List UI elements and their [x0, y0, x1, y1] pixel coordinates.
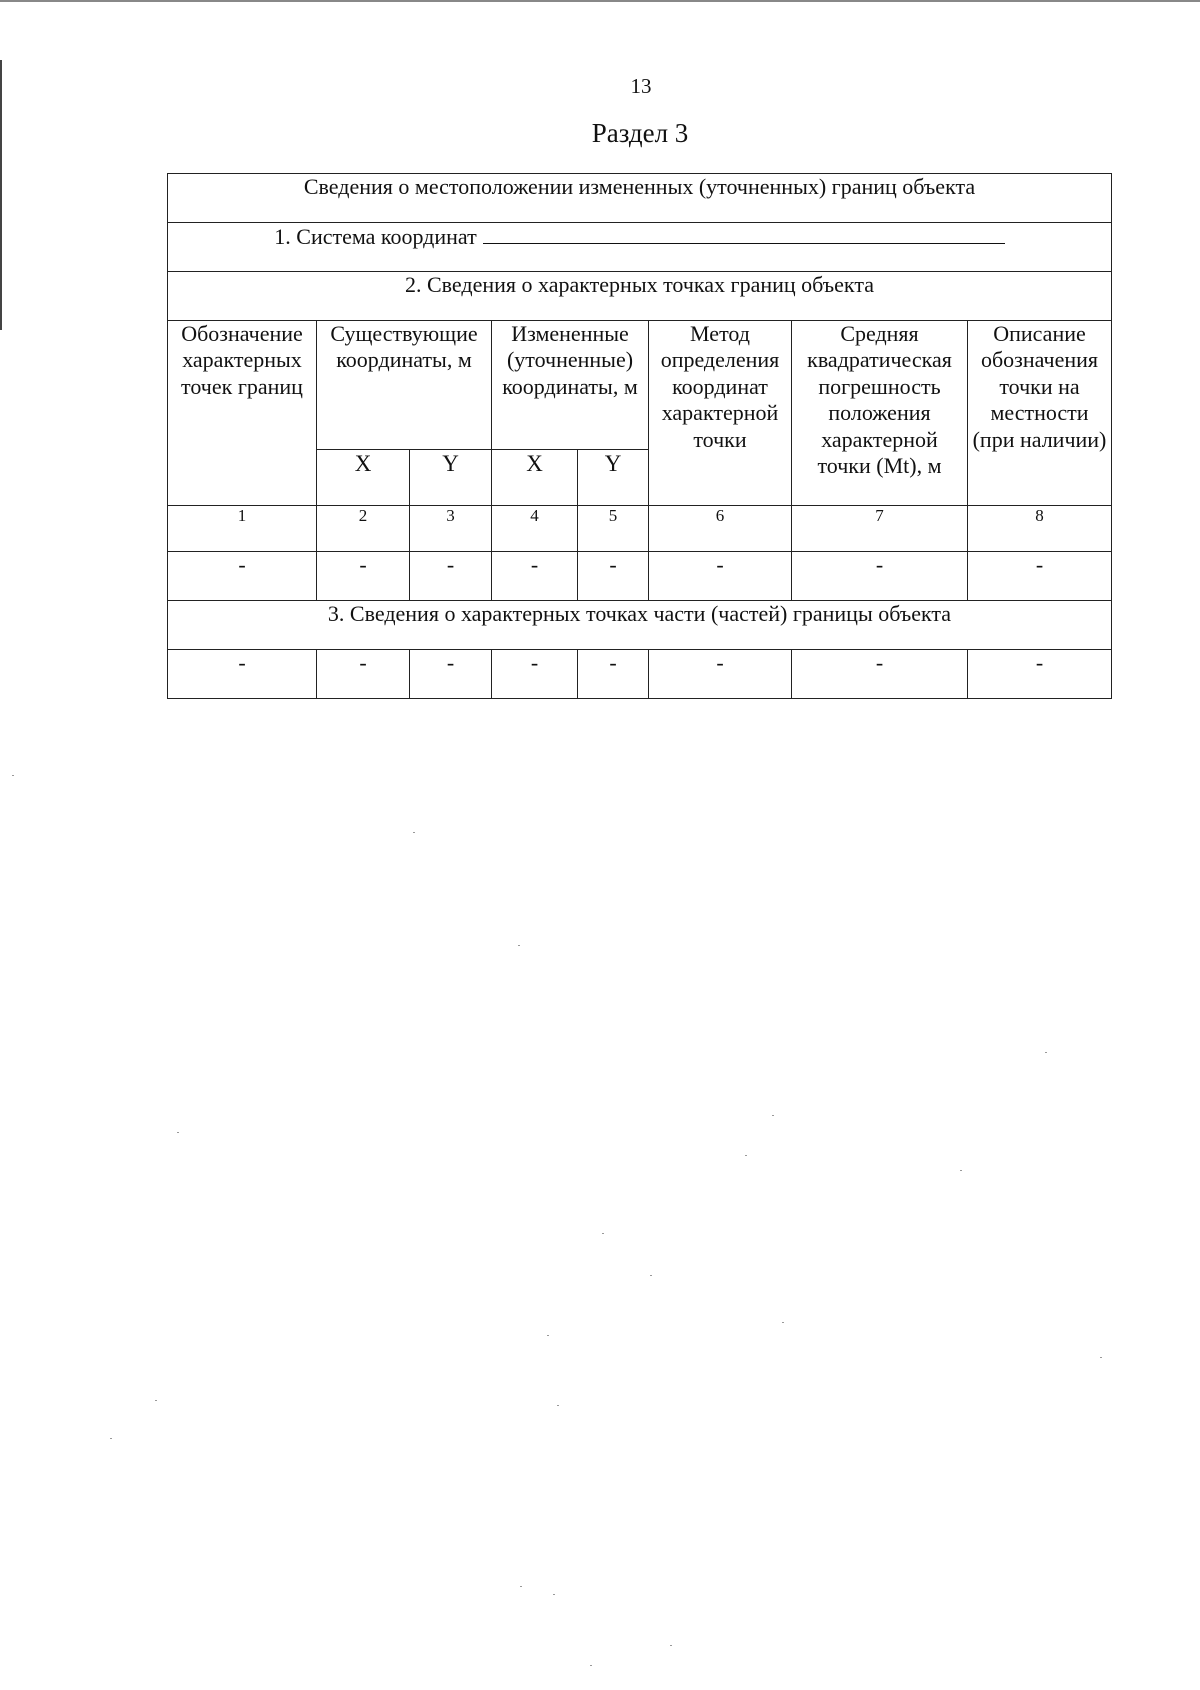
scan-speck: [772, 1115, 774, 1116]
column-number: 5: [578, 506, 649, 552]
table-cell: -: [317, 552, 410, 601]
table-cell: -: [792, 650, 968, 699]
scan-speck: [518, 945, 520, 946]
col-header-changed-x: X: [492, 450, 578, 506]
table-cell: -: [578, 552, 649, 601]
col-header-existing-x: X: [317, 450, 410, 506]
scan-speck: [155, 1400, 157, 1401]
part-points-label: 3. Сведения о характерных точках части (частей) границы объекта: [168, 601, 1112, 650]
table-cell: -: [968, 650, 1112, 699]
table-cell: -: [578, 650, 649, 699]
scan-border-left: [0, 60, 2, 330]
table-cell: -: [410, 552, 492, 601]
table-cell: -: [317, 650, 410, 699]
scan-speck: [413, 832, 415, 833]
column-number: 3: [410, 506, 492, 552]
column-number-row: [168, 506, 1112, 552]
scan-border-top: [0, 0, 1200, 2]
table-cell: -: [492, 650, 578, 699]
boundary-table: [167, 173, 1112, 699]
page-number: 13: [630, 74, 652, 98]
scan-speck: [177, 1132, 179, 1133]
scan-speck: [602, 1233, 604, 1234]
coordinate-system-row: [168, 223, 1112, 272]
scan-speck: [557, 1405, 559, 1406]
section-title: Раздел 3: [591, 118, 689, 148]
boundary-points-label: 2. Сведения о характерных точках границ объекта: [168, 272, 1112, 321]
scan-speck: [547, 1335, 549, 1336]
scan-speck: [110, 1438, 112, 1439]
coordinate-system-label: 1. Система координат: [274, 224, 477, 249]
scan-speck: [782, 1322, 784, 1323]
col-header-existing-y: Y: [410, 450, 492, 506]
table-cell: -: [168, 552, 317, 601]
scan-speck: [590, 1665, 592, 1666]
scan-speck: [960, 1170, 962, 1171]
table-cell: -: [649, 552, 792, 601]
scan-speck: [745, 1155, 747, 1156]
table-row: [168, 650, 1112, 699]
column-number: 2: [317, 506, 410, 552]
col-header-changed-y: Y: [578, 450, 649, 506]
column-number: 7: [792, 506, 968, 552]
column-number: 4: [492, 506, 578, 552]
scan-speck: [12, 775, 14, 776]
scan-speck: [650, 1275, 652, 1276]
col-header-changed-coords: Измененные (уточненные) координаты, м: [492, 321, 649, 450]
column-number: 1: [168, 506, 317, 552]
scan-speck: [1100, 1357, 1102, 1358]
scan-speck: [670, 1645, 672, 1646]
table-cell: -: [410, 650, 492, 699]
table-cell: -: [792, 552, 968, 601]
column-number: 8: [968, 506, 1112, 552]
scan-speck: [1045, 1052, 1047, 1053]
column-number: 6: [649, 506, 792, 552]
table-heading: Сведения о местоположении измененных (уточненных) границ объекта: [168, 174, 1112, 223]
coordinate-system-blank: [483, 223, 1005, 244]
col-header-mean-square-error: Средняя квадратическая погрешность положения характерной точки (Mt), м: [792, 321, 968, 506]
scan-speck: [520, 1586, 522, 1587]
col-header-description: Описание обозначения точки на местности (при наличии): [968, 321, 1112, 506]
scan-speck: [553, 1594, 555, 1595]
table-cell: -: [168, 650, 317, 699]
table-cell: -: [492, 552, 578, 601]
col-header-method: Метод определения координат характерной точки: [649, 321, 792, 506]
table-row: [168, 552, 1112, 601]
col-header-existing-coords: Существующие координаты, м: [317, 321, 492, 450]
table-cell: -: [649, 650, 792, 699]
table-cell: -: [968, 552, 1112, 601]
col-header-designation: Обозначение характерных точек границ: [168, 321, 317, 506]
